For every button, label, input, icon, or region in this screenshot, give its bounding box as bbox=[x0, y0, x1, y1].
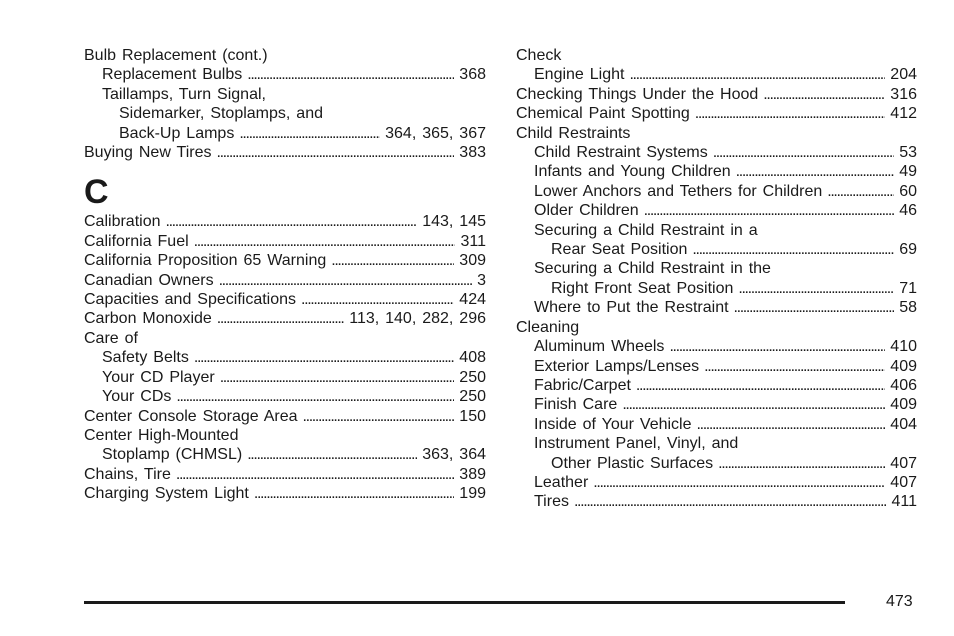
entry-text: Infants and Young Children bbox=[534, 163, 731, 181]
entry-text: Buying New Tires bbox=[84, 144, 212, 162]
dot-leader bbox=[247, 65, 454, 84]
entry-text: Sidemarker, Stoplamps, and bbox=[119, 105, 323, 123]
entry-text: Canadian Owners bbox=[84, 271, 214, 289]
entry-text: Your CDs bbox=[102, 388, 172, 406]
dot-leader bbox=[695, 104, 886, 123]
entry-page-ref: 412 bbox=[890, 105, 917, 123]
entry-page-ref: 389 bbox=[459, 465, 486, 483]
dot-leader bbox=[734, 298, 895, 317]
entry-page-ref: 71 bbox=[899, 279, 917, 297]
dot-leader bbox=[704, 357, 885, 376]
dot-leader bbox=[254, 484, 454, 503]
index-entry bbox=[84, 329, 486, 348]
entry-text: Taillamps, Turn Signal, bbox=[102, 85, 266, 103]
entry-page-ref: 143, 145 bbox=[422, 213, 486, 231]
entry-page-ref: 250 bbox=[459, 388, 486, 406]
index-entry bbox=[84, 387, 486, 406]
dot-leader bbox=[718, 454, 885, 473]
entry-page-ref: 3 bbox=[477, 271, 486, 289]
entry-page-ref: 49 bbox=[899, 163, 917, 181]
index-entry bbox=[84, 104, 486, 123]
entry-text: Charging System Light bbox=[84, 485, 249, 503]
entry-page-ref: 69 bbox=[899, 241, 917, 259]
index-entry bbox=[516, 240, 917, 259]
index-entry bbox=[516, 473, 917, 492]
entry-text: Capacities and Specifications bbox=[84, 291, 297, 309]
entry-page-ref: 204 bbox=[890, 66, 917, 84]
dot-leader bbox=[239, 124, 380, 143]
entry-text: Right Front Seat Position bbox=[551, 279, 734, 297]
index-column-left bbox=[84, 46, 486, 504]
dot-leader bbox=[194, 232, 456, 251]
index-group-b-continued bbox=[84, 46, 486, 162]
dot-leader bbox=[165, 212, 417, 231]
footer-rule bbox=[84, 601, 845, 604]
entry-page-ref: 404 bbox=[890, 415, 917, 433]
entry-text: Engine Light bbox=[534, 66, 625, 84]
entry-text: Cleaning bbox=[516, 318, 580, 336]
index-entry bbox=[516, 143, 917, 162]
dot-leader bbox=[176, 387, 454, 406]
index-entry bbox=[84, 65, 486, 84]
entry-page-ref: 46 bbox=[899, 202, 917, 220]
index-entry bbox=[84, 212, 486, 231]
entry-text: California Fuel bbox=[84, 232, 189, 250]
dot-leader bbox=[220, 368, 455, 387]
index-entry bbox=[516, 279, 917, 298]
index-entry bbox=[516, 124, 917, 143]
section-letter-c: C bbox=[84, 173, 109, 212]
dot-leader bbox=[622, 395, 885, 414]
entry-page-ref: 58 bbox=[899, 299, 917, 317]
dot-leader bbox=[713, 143, 894, 162]
dot-leader bbox=[217, 143, 455, 162]
entry-text: Securing a Child Restraint in a bbox=[534, 221, 758, 239]
index-entry bbox=[516, 46, 917, 65]
index-entry bbox=[84, 426, 486, 445]
entry-page-ref: 408 bbox=[459, 349, 486, 367]
dot-leader bbox=[176, 465, 454, 484]
entry-text: Your CD Player bbox=[102, 368, 215, 386]
dot-leader bbox=[219, 271, 473, 290]
entry-text: Center High-Mounted bbox=[84, 426, 239, 444]
entry-page-ref: 199 bbox=[459, 485, 486, 503]
index-entry bbox=[516, 85, 917, 104]
index-entry bbox=[516, 318, 917, 337]
dot-leader bbox=[736, 162, 895, 181]
dot-leader bbox=[692, 240, 894, 259]
entry-page-ref: 250 bbox=[459, 368, 486, 386]
entry-text: Where to Put the Restraint bbox=[534, 299, 729, 317]
index-entry bbox=[516, 162, 917, 181]
entry-text: Check bbox=[516, 47, 562, 64]
entry-text: Exterior Lamps/Lenses bbox=[534, 357, 700, 375]
entry-text: Securing a Child Restraint in the bbox=[534, 260, 771, 278]
entry-text: Chains, Tire bbox=[84, 465, 171, 483]
entry-text: Safety Belts bbox=[102, 349, 189, 367]
dot-leader bbox=[629, 65, 885, 84]
index-entry bbox=[84, 290, 486, 309]
index-column-right bbox=[516, 46, 917, 512]
entry-text: Calibration bbox=[84, 213, 161, 231]
entry-text: Center Console Storage Area bbox=[84, 407, 298, 425]
dot-leader bbox=[303, 407, 455, 426]
entry-text: Tires bbox=[534, 493, 569, 511]
index-entry bbox=[84, 124, 486, 143]
entry-page-ref: 407 bbox=[890, 454, 917, 472]
dot-leader bbox=[636, 376, 885, 395]
entry-page-ref: 311 bbox=[460, 232, 486, 250]
index-entry bbox=[516, 259, 917, 278]
dot-leader bbox=[247, 445, 417, 464]
index-entry bbox=[516, 221, 917, 240]
index-entry bbox=[516, 415, 917, 434]
entry-page-ref: 316 bbox=[890, 85, 917, 103]
dot-leader bbox=[763, 85, 885, 104]
index-entry bbox=[84, 46, 486, 65]
entry-text: Leather bbox=[534, 473, 589, 491]
entry-page-ref: 409 bbox=[890, 396, 917, 414]
entry-page-ref: 383 bbox=[459, 144, 486, 162]
dot-leader bbox=[331, 251, 454, 270]
index-entry bbox=[84, 465, 486, 484]
index-entry bbox=[84, 85, 486, 104]
entry-page-ref: 410 bbox=[890, 338, 917, 356]
entry-text: Fabric/Carpet bbox=[534, 376, 631, 394]
index-entry bbox=[516, 376, 917, 395]
index-entry bbox=[516, 454, 917, 473]
index-entry bbox=[84, 445, 486, 464]
entry-text: Replacement Bulbs bbox=[102, 66, 243, 84]
dot-leader bbox=[217, 309, 344, 328]
entry-text: Carbon Monoxide bbox=[84, 310, 212, 328]
index-entry bbox=[516, 104, 917, 123]
index-entry bbox=[516, 357, 917, 376]
index-entry bbox=[516, 298, 917, 317]
entry-text: Back-Up Lamps bbox=[119, 124, 235, 142]
index-entry bbox=[84, 484, 486, 503]
index-entry bbox=[84, 407, 486, 426]
index-entry bbox=[84, 143, 486, 162]
entry-page-ref: 364, 365, 367 bbox=[385, 124, 486, 142]
dot-leader bbox=[593, 473, 885, 492]
index-entry bbox=[516, 337, 917, 356]
index-entry bbox=[84, 232, 486, 251]
dot-leader bbox=[301, 290, 454, 309]
entry-text: Rear Seat Position bbox=[551, 241, 688, 259]
entry-text: Chemical Paint Spotting bbox=[516, 105, 690, 123]
entry-page-ref: 363, 364 bbox=[422, 446, 486, 464]
entry-text: Other Plastic Surfaces bbox=[551, 454, 714, 472]
entry-text: Older Children bbox=[534, 202, 639, 220]
index-entry bbox=[516, 201, 917, 220]
entry-text: Checking Things Under the Hood bbox=[516, 85, 759, 103]
page-number: 473 bbox=[886, 593, 913, 610]
entry-text: Care of bbox=[84, 329, 138, 347]
dot-leader bbox=[194, 348, 454, 367]
dot-leader bbox=[574, 492, 887, 511]
entry-text: Lower Anchors and Tethers for Children bbox=[534, 182, 823, 200]
entry-page-ref: 409 bbox=[890, 357, 917, 375]
dot-leader bbox=[644, 201, 895, 220]
entry-page-ref: 407 bbox=[890, 473, 917, 491]
index-group-c bbox=[84, 212, 486, 503]
index-entry bbox=[84, 368, 486, 387]
index-entry bbox=[84, 309, 486, 328]
entry-text: Finish Care bbox=[534, 396, 618, 414]
entry-text: Child Restraint Systems bbox=[534, 144, 708, 162]
dot-leader bbox=[697, 415, 886, 434]
index-entry bbox=[516, 434, 917, 453]
entry-page-ref: 309 bbox=[459, 252, 486, 270]
dot-leader bbox=[827, 182, 894, 201]
entry-text: Instrument Panel, Vinyl, and bbox=[534, 435, 739, 453]
index-group-c-continued bbox=[516, 46, 917, 512]
entry-text: California Proposition 65 Warning bbox=[84, 252, 327, 270]
index-entry bbox=[84, 271, 486, 290]
entry-page-ref: 424 bbox=[459, 291, 486, 309]
index-entry bbox=[84, 348, 486, 367]
entry-page-ref: 406 bbox=[890, 376, 917, 394]
entry-page-ref: 368 bbox=[459, 66, 486, 84]
entry-text: Child Restraints bbox=[516, 124, 631, 142]
dot-leader bbox=[738, 279, 894, 298]
entry-text: Aluminum Wheels bbox=[534, 338, 665, 356]
entry-text: Inside of Your Vehicle bbox=[534, 415, 692, 433]
entry-page-ref: 60 bbox=[899, 182, 917, 200]
entry-page-ref: 113, 140, 282, 296 bbox=[349, 310, 486, 328]
entry-page-ref: 150 bbox=[459, 407, 486, 425]
entry-text: Stoplamp (CHMSL) bbox=[102, 446, 243, 464]
dot-leader bbox=[669, 337, 885, 356]
entry-page-ref: 53 bbox=[899, 144, 917, 162]
index-entry bbox=[516, 395, 917, 414]
index-entry bbox=[84, 251, 486, 270]
entry-text: Bulb Replacement (cont.) bbox=[84, 47, 268, 64]
entry-page-ref: 411 bbox=[891, 493, 917, 511]
index-entry bbox=[516, 182, 917, 201]
index-entry bbox=[516, 65, 917, 84]
index-entry bbox=[516, 492, 917, 511]
